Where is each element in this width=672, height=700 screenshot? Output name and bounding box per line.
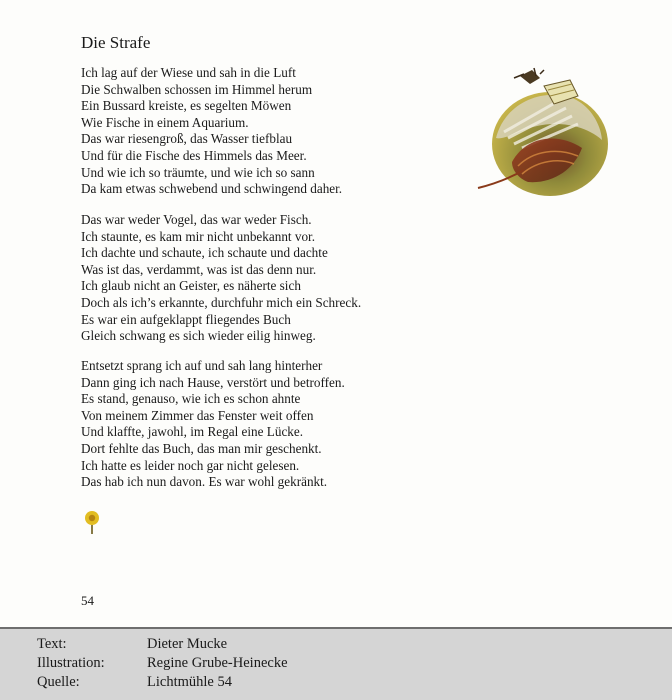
poem-line: Entsetzt sprang ich auf und sah lang hinterher [81, 358, 323, 373]
credit-value: Regine Grube-Heinecke [147, 655, 288, 671]
credits-footer [0, 627, 672, 700]
poem-line: Ich dachte und schaute, ich schaute und dachte [81, 245, 328, 261]
poem-line: Dort fehlte das Buch, das man mir geschenkt. [81, 440, 322, 456]
poem-line: Da kam etwas schwebend und schwingend daher. [81, 181, 343, 197]
poem-line: Die Schwalben schossen im Himmel herum [81, 81, 313, 97]
poem-title: Die Strafe [81, 33, 151, 52]
stanza-3 [81, 358, 345, 491]
yellow-flower-icon [82, 509, 102, 535]
credit-value: Lichtmühle 54 [147, 674, 232, 690]
credit-row [0, 636, 672, 654]
poem-line: Es stand, genauso, wie ich es schon ahnte [81, 391, 301, 407]
credit-label: Text: [37, 636, 67, 652]
page-number: 54 [81, 593, 94, 608]
poem-line: Wie Fische in einem Aquarium. [81, 114, 249, 130]
poem-line: Ich hatte es leider noch gar nicht gelesen. [81, 457, 300, 473]
credit-row [0, 655, 672, 673]
poem-line: Was ist das, verdammt, was ist das denn nur. [81, 261, 317, 277]
credit-row [0, 674, 672, 692]
flying-book-illustration-icon [474, 66, 610, 200]
poem-line: Ich staunte, es kam mir nicht unbekannt vor. [81, 228, 316, 244]
credit-label: Quelle: [37, 674, 80, 690]
credit-label: Illustration: [37, 655, 105, 671]
poem-line: Ich lag auf der Wiese und sah in die Luft [81, 65, 296, 80]
poem-line: Das hab ich nun davon. Es war wohl gekränkt. [81, 474, 328, 490]
stanza-1 [81, 65, 342, 198]
poem-line: Das war weder Vogel, das war weder Fisch. [81, 212, 312, 227]
poem-line: Ich glaub nicht an Geister, es näherte sich [81, 278, 301, 294]
poem-line: Von meinem Zimmer das Fenster weit offen [81, 407, 314, 423]
poem-line: Doch als ich’s erkannte, durchfuhr mich ein Schreck. [81, 294, 362, 310]
poem-line: Und klaffte, jawohl, im Regal eine Lücke. [81, 424, 304, 440]
poem-line: Und für die Fische des Himmels das Meer. [81, 147, 307, 163]
poem-line: Ein Bussard kreiste, es segelten Möwen [81, 98, 292, 114]
poem-line: Dann ging ich nach Hause, verstört und betroffen. [81, 374, 345, 390]
poem-line: Und wie ich so träumte, und wie ich so sann [81, 164, 315, 180]
poem-line: Das war riesengroß, das Wasser tiefblau [81, 131, 293, 147]
poem-line: Es war ein aufgeklappt fliegendes Buch [81, 311, 291, 327]
poem-line: Gleich schwang es sich wieder eilig hinweg. [81, 328, 316, 344]
credit-value: Dieter Mucke [147, 636, 228, 652]
stanza-2 [81, 212, 361, 345]
